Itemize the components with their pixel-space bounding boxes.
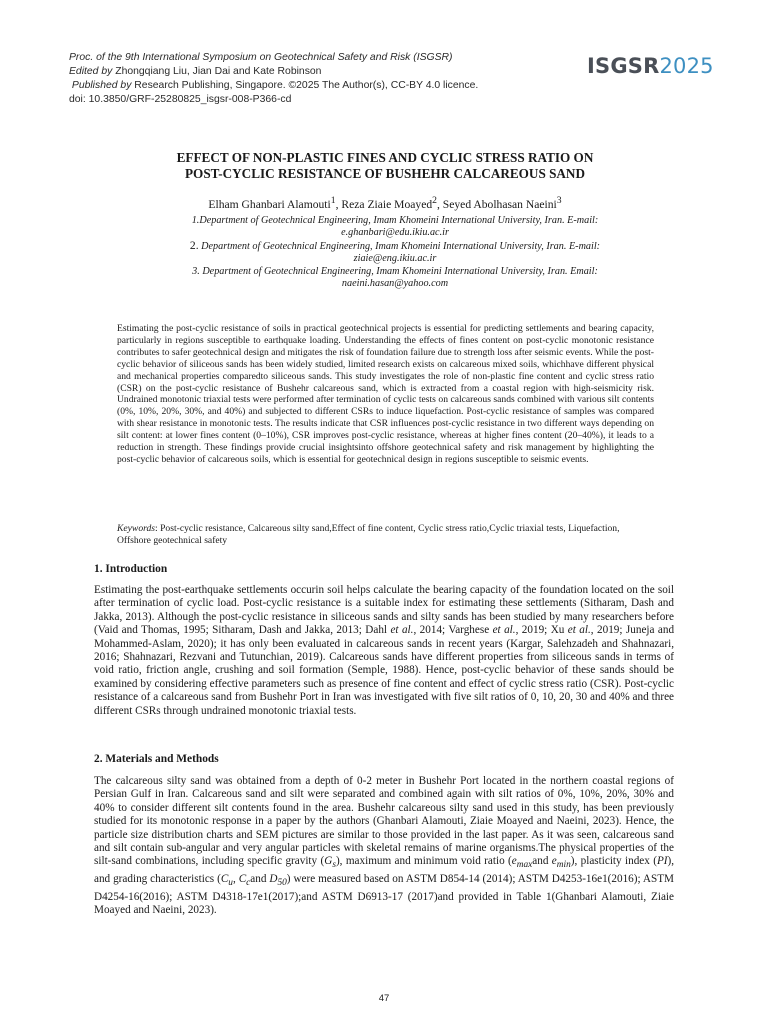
affiliation-2: 2. Department of Geotechnical Engineering, Imam Khomeini International University, Iran. E-mail: [189, 238, 601, 252]
page-number: 47 [378, 993, 390, 1004]
author-list: Elham Ghanbari Alamouti$^1$, Reza Ziaie Moayed$^2$, Seyed Abolhasan Naeini$^3$ [208, 195, 562, 211]
affiliation-2-email: ziaie@eng.ikiu.ac.ir [353, 253, 437, 265]
paper-title: EFFECT OF NON-PLASTIC FINES AND CYCLIC STRESS RATIO ON POST-CYCLIC RESISTANCE OF BUSHEHR CALCAREOUS SAND [176, 150, 594, 181]
isgsr-logo: ISGSR2025 [587, 54, 714, 78]
section-heading-introduction: 1. Introduction [94, 563, 168, 575]
materials-paragraph: The calcareous silty sand was obtained from a depth of 0-2 meter in Bushehr Port located in the northern coastal regions of Persian Gulf in Iran. Calcareous sand and silt were separated and combined again with silt ratios of 0%, 10%, 20%, 30% and 40% to consider different silt contents found in the area. Bushehr calcareous silty sand used in this study, has been previously studied for its monotonic response in a paper by the authors (Ghanbari Alamouti, Ziaie Moayed and Naeini, 2023). Hence, the particle size distribution charts and SEM pictures are similar to those provided in the last paper. As it was seen, calcareous sand and silt contain sub-angular and very angular particles with skeletal remains of marine organisms.The physical properties of the silt-sand combinations, including specific gravity $(G_s)$, maximum and minimum void ratio ($e_{max}and$ $e_{min}$), plasticity index (PI), and grading characteristics ($C_u$, $C_cand$ $D_{50}$) were measured based on ASTM D854-14 (2014); ASTM D4253-16e1(2016); ASTM D4254-16(2016); ASTM D4318-17e1(2017);and ASTM D6913-17 (2017)and provided in Table 1(Ghanbari Alamouti, Ziaie Moayed and Naeini, 2023). [94, 775, 675, 917]
affiliations [140, 215, 650, 290]
affiliation-1-email: e.ghanbari@edu.ikiu.ac.ir [341, 227, 449, 239]
abstract-text: Estimating the post-cyclic resistance of soils in practical geotechnical projects is essential for predicting settlements and bearing capacity, particularly in regions susceptible to earthquake loading. Understanding the effects of fines content on post-cyclic monotonic resistance contributes to safer geotechnical design and mitigates the risk of foundation failure due to strength loss after seismic events. While the post-cyclic behavior of siliceous sands has been widely studied, limited research exists on calcareous mixed soils, whichhave different physical and mechanical properties comparedto siliceous sands. This study investigates the role of non-plastic fine content and cyclic stress ratio (CSR) on the post-cyclic resistance of Bushehr calcareous sand, which is extracted from a coastal region with high-seismicity risk. Undrained monotonic triaxial tests were performed after termination of cyclic tests on calcareous sands combined with various silt contents (0%, 10%, 20%, 30%, and 40%) and subjected to different CSRs to induce liquefaction. Post-cyclic resistance of samples was compared with shear resistance in monotonic tests. The results indicate that CSR influences post-cyclic resistance in two different ways depending on silt content: at lower fines content (0–10%), CSR improves post-cyclic resistance, whereas at higher fines content (20–40%), it leads to a reduction in strength. These findings provide crucial insightsinto offshore geotechnical safety and risk management by highlighting the post-cyclic behavior of calcareous soils, which is essential for geotechnical design in regions susceptible to seismic events. [117, 323, 654, 465]
introduction-paragraph: Estimating the post-earthquake settlements occurin soil helps calculate the bearing capacity of the foundation located on the soil after termination of cyclic load. Post-cyclic resistance is a suitable index for estimating these settlements (Sitharam, Dash and Jakka, 2013). Although the post-cyclic resistance in siliceous sands and silty sands has been studied by many researchers before (Vaid and Thomas, 1995; Sitharam, Dash and Jakka, 2013; Dahl et al., 2014; Varghese et al., 2019; Xu et al., 2019; Juneja and Mohammed-Aslam, 2020); it has only been evaluated in calcareous sands in recent years (Kargar, Salehzadeh and Shahnazari, 2016; Shahnazari, Rezvani and Tutunchian, 2019). Calcareous sands have different properties from siliceous sands in terms of void ratio, friction angle, crushing and soil formation (Semple, 1988). Hence, post-cyclic behavior of these sands should be examined by considering effective parameters such as presence of fine content and effect of cyclic stress ratio (CSR). Post-cyclic resistance of a calcareous sand from Bushehr Port in Iran was investigated with five silt ratios of 0, 10, 20, 30 and 40% and three different CSRs through undrained monotonic triaxial tests. [94, 584, 675, 717]
publisher-line: Published by Research Publishing, Singapore. ©2025 The Author(s), CC-BY 4.0 licence. [71, 79, 479, 91]
section-heading-materials-methods: 2. Materials and Methods [94, 753, 219, 765]
proceedings-header [69, 51, 478, 107]
editors-line: Edited by Zhongqiang Liu, Jian Dai and Kate Robinson [69, 65, 322, 77]
keywords: Keywords: Post-cyclic resistance, Calcareous silty sand,Effect of fine content, Cyclic stress ratio,Cyclic triaxial tests, Liquefaction, Offshore geotechnical safety [117, 523, 620, 546]
affiliation-3-email: naeini.hasan@yahoo.com [341, 278, 449, 290]
proceedings-line: Proc. of the 9th International Symposium on Geotechnical Safety and Risk (ISGSR) [69, 52, 453, 63]
affiliation-1: 1.Department of Geotechnical Engineering, Imam Khomeini International University, Iran. E-mail: [191, 215, 599, 226]
affiliation-3: 3. Department of Geotechnical Engineering, Imam Khomeini International University, Iran. Email: [192, 265, 598, 277]
doi-line: doi: 10.3850/GRF-25280825_isgsr-008-P366-cd [69, 93, 292, 105]
